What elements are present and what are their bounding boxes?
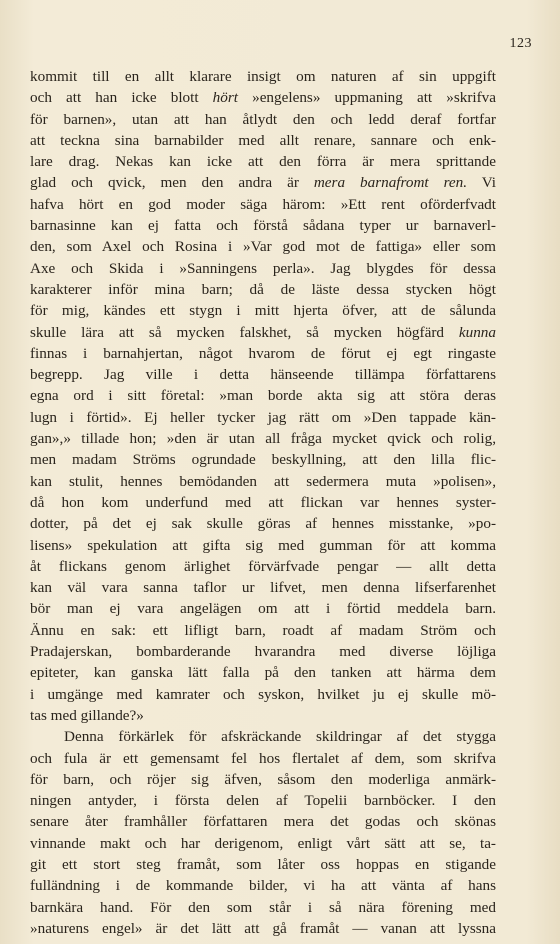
text-segment: epiteter, kan ganska lätt falla på den tanken att härma dem (30, 664, 496, 682)
text-segment: åt flickans genom ärlighet förvärfvade pengar — allt detta (30, 557, 496, 575)
text-line (30, 449, 496, 470)
text-line (30, 151, 496, 172)
text-line (30, 748, 496, 769)
text-line (30, 66, 496, 87)
text-segment: fulländning i de kommande bilder, vi ha att vänta af hans (30, 877, 496, 895)
text-segment: att teckna sina barnabilder med allt renare, sannare och enk- (30, 131, 496, 149)
text-line (30, 705, 496, 726)
text-segment: för mig, kändes ett stygn i mitt hjerta öfver, att de sålunda (30, 302, 496, 320)
text-line (30, 279, 496, 300)
text-line (30, 513, 496, 534)
text-line (30, 343, 496, 364)
text-segment: ningen antyder, i första delen af Topelii barnböcker. I den (30, 792, 496, 810)
body-text (30, 66, 496, 939)
italic-text: kunna (458, 323, 496, 341)
text-segment: skulle lära att så mycken falskhet, så mycken högfärd (30, 323, 459, 341)
text-line (30, 407, 496, 428)
text-segment: men madam Ströms ogrundade beskyllning, att den lilla flic- (30, 451, 496, 469)
text-segment: lugn i förtid». Ej heller tycker jag rätt om »Den tappade kän- (30, 408, 496, 426)
text-line (30, 322, 496, 343)
text-line (30, 428, 496, 449)
text-segment: tas med gillande?» (30, 706, 144, 724)
text-segment: Axe och Skida i »Sanningens perla». Jag blygdes för dessa (30, 259, 496, 277)
text-line (30, 535, 496, 556)
text-line (30, 598, 496, 619)
text-line (30, 172, 496, 193)
text-segment: egna ord i sitt företal: »man borde akta sig att störa deras (30, 387, 496, 405)
text-line (30, 811, 496, 832)
text-segment: dotter, på det ej sak skulle göras af hennes misstanke, »po- (30, 515, 496, 533)
text-line (30, 109, 496, 130)
text-segment: i umgänge med kamrater och syskon, hvilket ju ej skulle mö- (30, 685, 496, 703)
text-segment: finnas i barnahjertan, något hvarom de förut ej egt ringaste (30, 344, 496, 362)
text-segment: för barn, och röjer sig äfven, såsom den moderliga anmärk- (30, 770, 496, 788)
text-segment: kan stulit, hennes bemödanden att sedermera muta »polisen», (30, 472, 496, 490)
text-segment: lisens» spekulation att gifta sig med gumman för att komma (30, 536, 496, 554)
text-segment: Pradajerskan, bombarderande hvarandra med diverse löjliga (30, 643, 496, 661)
page-number: 123 (509, 36, 532, 51)
text-line (30, 790, 496, 811)
text-segment: glad och qvick, men den andra är (30, 174, 314, 192)
text-segment: lare drag. Nekas kan icke att den förra är mera sprittande (30, 153, 496, 171)
text-line (30, 577, 496, 598)
text-line (30, 130, 496, 151)
text-segment: Ännu en sak: ett lifligt barn, roadt af madam Ström och (30, 621, 496, 639)
text-line (30, 385, 496, 406)
text-segment: barnkära hand. För den som står i så nära förening med (30, 898, 496, 916)
text-segment: senare åter framhåller författaren mera det godas och skönas (30, 813, 496, 831)
text-segment: den, som Axel och Rosina i »Var god mot de fattiga» eller som (30, 238, 496, 256)
text-line (30, 897, 496, 918)
text-line (30, 620, 496, 641)
text-line (30, 684, 496, 705)
text-line (30, 258, 496, 279)
text-line (30, 556, 496, 577)
text-line (30, 364, 496, 385)
text-segment: och att han icke blott (30, 89, 213, 107)
text-segment: bör man ej vara angelägen om att i förtid meddela barn. (30, 600, 496, 618)
text-segment: barnasinne kan ej fatta och förstå sådana typer ur barnaverl- (30, 217, 496, 235)
text-segment: karakterer inför mina barn; då de läste dessa stycken högt (30, 280, 496, 298)
text-segment: git ett stort steg framåt, som låter oss hoppas en stigande (30, 855, 496, 873)
text-segment: begrepp. Jag ville i detta hänseende tillämpa författarens (30, 366, 496, 384)
text-segment: kommit till en allt klarare insigt om naturen af sin uppgift (30, 68, 496, 85)
text-segment: »engelens» uppmaning att »skrifva (238, 89, 496, 107)
text-line (30, 236, 496, 257)
text-segment: för barnen», utan att han åtlydt den och ledd deraf fortfar (30, 110, 496, 128)
italic-text: hört (212, 89, 238, 107)
text-line (30, 833, 496, 854)
text-segment: hafva hört en god moder säga härom: »Ett rent oförderfvadt (30, 195, 496, 213)
text-line (30, 726, 496, 747)
text-line (30, 641, 496, 662)
text-line (30, 492, 496, 513)
text-segment: gan»,» tillade hon; »den är utan all fråga mycket qvick och rolig, (30, 430, 496, 448)
text-segment: Denna förkärlek för afskräckande skildringar af det stygga (64, 728, 496, 746)
text-line (30, 215, 496, 236)
text-line (30, 300, 496, 321)
text-segment: vinnande makt och har derigenom, enligt vårt sätt att se, ta- (30, 834, 496, 852)
text-line (30, 87, 496, 108)
text-line (30, 471, 496, 492)
text-segment: kan väl vara sanna taflor ur lifvet, men denna lifserfarenhet (30, 579, 496, 597)
text-line (30, 875, 496, 896)
text-segment: »naturens engel» är det lätt att gå framåt — vanan att lyssna (30, 919, 496, 937)
text-line (30, 194, 496, 215)
text-line (30, 918, 496, 939)
text-segment: Vi (467, 174, 496, 192)
text-line (30, 769, 496, 790)
text-line (30, 854, 496, 875)
text-segment: då hon kom underfund med att flickan var hennes syster- (30, 493, 496, 511)
text-segment: och fula är ett gemensamt fel hos flertalet af dem, som skrifva (30, 749, 496, 767)
italic-text: mera barnafromt ren. (313, 174, 468, 192)
text-line (30, 662, 496, 683)
